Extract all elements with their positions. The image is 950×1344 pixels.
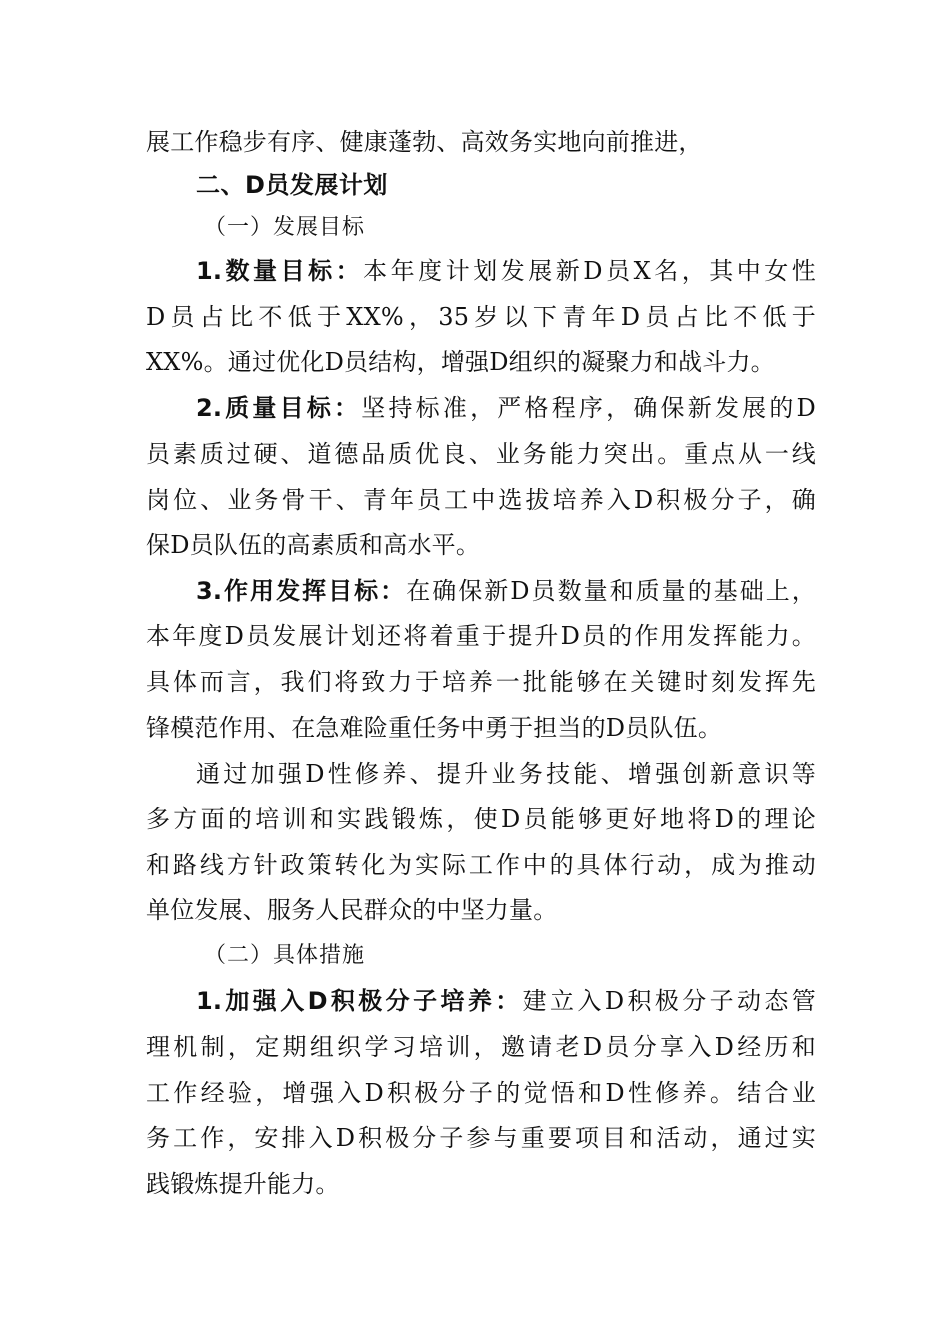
paragraph-line: 工作经验，增强入D积极分子的觉悟和D性修养。结合业 bbox=[146, 1079, 816, 1107]
paragraph-line: 本年度D员发展计划还将着重于提升D员的作用发挥能力。 bbox=[146, 622, 816, 650]
paragraph-line bbox=[196, 393, 816, 423]
paragraph-line: 通过加强D性修养、提升业务技能、增强创新意识等 bbox=[196, 760, 816, 788]
paragraph-line: 展工作稳步有序、健康蓬勃、高效务实地向前推进， bbox=[146, 128, 703, 156]
subsection-heading: （一）发展目标 bbox=[204, 215, 366, 240]
paragraph-line: D员占比不低于XX%，35岁以下青年D员占比不低于 bbox=[146, 303, 816, 331]
paragraph-line bbox=[196, 256, 816, 286]
paragraph-line: 保D员队伍的高素质和高水平。 bbox=[146, 531, 481, 559]
item-text: 坚持标准，严格程序，确保新发展的D bbox=[361, 394, 816, 422]
item-title: 3.作用发挥目标： bbox=[196, 577, 407, 605]
paragraph-line: 和路线方针政策转化为实际工作中的具体行动，成为推动 bbox=[146, 851, 816, 879]
paragraph-line bbox=[196, 986, 816, 1016]
item-title: 1.加强入D积极分子培养： bbox=[196, 987, 523, 1015]
paragraph-line: 务工作，安排入D积极分子参与重要项目和活动，通过实 bbox=[146, 1124, 816, 1152]
paragraph-line: 锋模范作用、在急难险重任务中勇于担当的D员队伍。 bbox=[146, 714, 723, 742]
section-heading: 二、D员发展计划 bbox=[196, 171, 388, 199]
paragraph-line: 单位发展、服务人民群众的中坚力量。 bbox=[146, 896, 558, 924]
paragraph-line: 岗位、业务骨干、青年员工中选拔培养入D积极分子，确 bbox=[146, 486, 816, 514]
item-title: 1.数量目标： bbox=[196, 257, 364, 285]
subsection-heading: （二）具体措施 bbox=[204, 943, 366, 968]
item-title: 2.质量目标： bbox=[196, 394, 362, 422]
paragraph-line: 理机制，定期组织学习培训，邀请老D员分享入D经历和 bbox=[146, 1033, 816, 1061]
paragraph-line: 具体而言，我们将致力于培养一批能够在关键时刻发挥先 bbox=[146, 668, 816, 696]
item-text: 建立入D积极分子动态管 bbox=[522, 987, 816, 1015]
item-text: 本年度计划发展新D员X名，其中女性 bbox=[363, 257, 816, 285]
paragraph-line: 多方面的培训和实践锻炼，使D员能够更好地将D的理论 bbox=[146, 805, 816, 833]
paragraph-line: 员素质过硬、道德品质优良、业务能力突出。重点从一线 bbox=[146, 440, 816, 468]
item-text: 在确保新D员数量和质量的基础上， bbox=[406, 577, 816, 605]
paragraph-line: XX%。通过优化D员结构，增强D组织的凝聚力和战斗力。 bbox=[146, 348, 775, 376]
paragraph-line: 践锻炼提升能力。 bbox=[146, 1170, 340, 1198]
paragraph-line bbox=[196, 576, 816, 606]
